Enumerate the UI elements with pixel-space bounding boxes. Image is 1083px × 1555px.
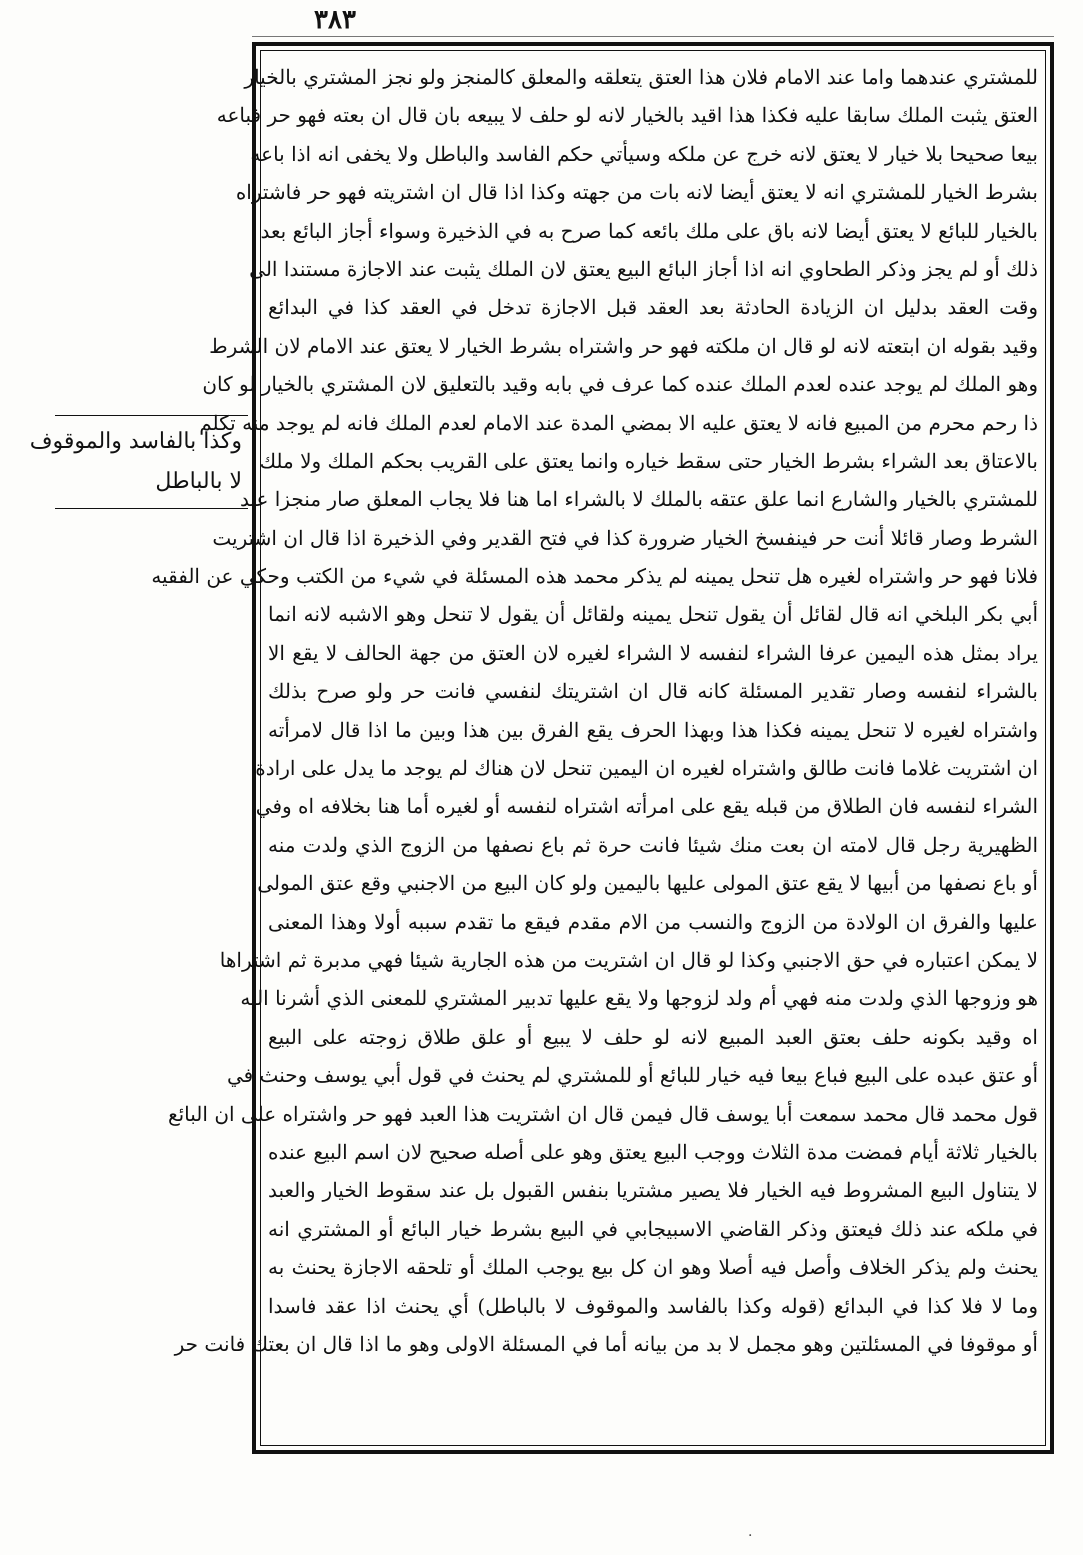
text-line: ذلك أو لم يجز وذكر الطحاوي انه اذا أجاز البائع البيع يعتق لان الملك يثبت عند الاجازة مستندا الى bbox=[249, 256, 1038, 281]
text-line: بالاعتاق بعد الشراء بشرط الخيار حتى سقط خياره وانما يعتق على القريب بحكم الملك ولا ملك bbox=[259, 448, 1038, 473]
text-line: وهو الملك لم يوجد عنده لعدم الملك عنده كما عرف في بابه وقيد بالتعليق لان المشتري بالخيار لو كان bbox=[202, 372, 1038, 397]
text-line: أبي بكر البلخي انه قال لقائل أن يقول تنحل يمينه ولقائل أن يقول لا تنحل وهو الاشبه لانه انما bbox=[268, 602, 1038, 627]
stray-mark: · bbox=[748, 1528, 753, 1544]
text-line: بالشراء لنفسه وصار تقدير المسئلة كانه قال ان اشتريتك لنفسي فانت حر ولو صرح بذلك bbox=[268, 679, 1038, 704]
text-line: وما لا فلا كذا في البدائع (قوله وكذا بالفاسد والموقوف لا بالباطل) أي يحنث اذا عقد فاسدا bbox=[268, 1293, 1038, 1318]
text-line: اه وقيد بكونه حلف بعتق العبد المبيع لانه لو حلف لا يبيع أو علق طلاق زوجته على البيع bbox=[268, 1024, 1038, 1049]
text-line: بالخيار ثلاثة أيام فمضت مدة الثلاث ووجب البيع يعتق وهو على أصله صحيح لان اسم البيع عنده bbox=[268, 1139, 1038, 1164]
text-line: أو عتق عبده على البيع فباع بيعا فيه خيار للبائع أو للمشتري لم يحنث في قول أبي يوسف وحنث في bbox=[226, 1063, 1038, 1088]
top-rule bbox=[252, 36, 1054, 37]
text-line: بالخيار للبائع لا يعتق أيضا لانه باق على ملك بائعه كما صرح به في الذخيرة وسواء أجاز البائع بعد bbox=[260, 218, 1038, 243]
text-line: العتق يثبت الملك سابقا عليه فكذا هذا اقيد بالخيار لانه لو حلف لا يبيعه بان قال ان بعته فهو حر فباعه bbox=[216, 103, 1038, 128]
text-line: أو موقوفا في المسئلتين وهو مجمل لا بد من بيانه أما في المسئلة الاولى وهو ما اذا قال ان بعتك فانت حر bbox=[174, 1331, 1038, 1356]
text-line: بيعا صحيحا بلا خيار لا يعتق لانه خرج عن ملكه وسيأتي حكم الفاسد والباطل ولا يخفى انه اذا باعه bbox=[250, 141, 1038, 166]
text-line: يحنث ولم يذكر الخلاف وأصل فيه أصلا وهو ان كل بيع يوجب الملك أو تلحقه الاجازة يحنث به bbox=[268, 1255, 1038, 1280]
text-line: ان اشتريت غلاما فانت طالق واشتراه لغيره ان اليمين تنحل لان هناك لم يوجد ما يدل على ارادة bbox=[255, 756, 1038, 781]
text-line: وقيد بقوله ان ابتعته لانه لو قال ان ملكته فهو حر واشتراه بشرط الخيار لا يعتق عند الامام لان الشرط bbox=[209, 333, 1038, 358]
text-line: الظهيرية رجل قال لامته ان بعت منك شيئا فانت حرة ثم باع نصفها من الزوج الذي ولدت منه bbox=[268, 832, 1038, 857]
text-line: عليها والفرق ان الولادة من الزوج والنسب من الام مقدم فيقع ما تقدم سببه أولا وهذا المعنى bbox=[268, 909, 1038, 934]
text-line: لا يتناول البيع المشروط فيه الخيار فلا يصير مشتريا بنفس القبول بل عند سقوط الخيار والعبد bbox=[268, 1178, 1038, 1203]
text-line: ذا رحم محرم من المبيع فانه لا يعتق عليه الا بمضي المدة عند الامام لعدم الملك فانه لم يوجد منه تكلم bbox=[199, 410, 1038, 435]
text-line: في ملكه عند ذلك فيعتق وذكر القاضي الاسبيجابي في البيع بشرط خيار البائع أو المشتري انه bbox=[268, 1216, 1038, 1241]
margin-note-line: لا بالباطل bbox=[155, 469, 242, 494]
text-line: الشراء لنفسه فان الطلاق من قبله يقع على امرأته اشتراه لنفسه أو لغيره أما هنا بخلافه اه وفي bbox=[255, 794, 1038, 819]
text-line: للمشتري بالخيار والشارع انما علق عتقه بالملك لا بالشراء اما هنا فلا يجاب المعلق صار منجزا عند bbox=[239, 487, 1038, 512]
text-line: الشرط وصار قائلا أنت حر فينفسخ الخيار ضرورة كذا في فتح القدير وفي الذخيرة اذا قال ان اشتريت bbox=[212, 525, 1038, 550]
margin-note-line: وكذا بالفاسد والموقوف bbox=[29, 429, 242, 454]
page-number: ٣٨٣ bbox=[314, 5, 356, 35]
text-line: يراد بمثل هذه اليمين عرفا الشراء لنفسه لا الشراء لغيره لان العتق من جهة الحالف لا يقع الا bbox=[268, 640, 1038, 665]
main-text-body bbox=[151, 58, 1038, 1438]
text-line: للمشتري عندهما واما عند الامام فلان هذا العتق يتعلقه والمعلق كالمنجز ولو نجز المشتري بالخيار bbox=[244, 65, 1038, 89]
text-line: أو باع نصفها من أبيها لا يقع عتق المولى عليها باليمين ولو كان البيع من الاجنبي وقع عتق المولى bbox=[257, 871, 1038, 896]
text-line: بشرط الخيار للمشتري انه لا يعتق أيضا لانه بات من جهته وكذا اذا قال ان اشتريته فهو حر فاشتراه bbox=[235, 180, 1038, 205]
text-line: قول محمد قال محمد سمعت أبا يوسف قال فيمن قال ان اشتريت هذا العبد فهو حر واشتراه على ان البائع bbox=[167, 1101, 1038, 1126]
text-line: فلانا فهو حر واشتراه لغيره هل تنحل يمينه لم يذكر محمد هذه المسئلة في شيء من الكتب وحكي عن الفقيه bbox=[151, 564, 1038, 589]
text-line: وقت العقد بدليل ان الزيادة الحادثة بعد العقد قبل الاجازة تدخل في العقد كذا في البدائع bbox=[268, 295, 1038, 320]
text-line: واشتراه لغيره لا تنحل يمينه فكذا هذا وبهذا الحرف يقع الفرق بين هذا وبين ما اذا قال لامرأته bbox=[268, 717, 1038, 742]
text-line: لا يمكن اعتباره في حق الاجنبي وكذا لو قال ان اشتريت من هذه الجارية شيئا فهي مدبرة ثم اشتراها bbox=[219, 947, 1038, 972]
text-line: هو وزوجها الذي ولدت منه فهي أم ولد لزوجها ولا يقع عليها تدبير المشتري للمعنى الذي أشرنا اليه bbox=[240, 986, 1038, 1011]
